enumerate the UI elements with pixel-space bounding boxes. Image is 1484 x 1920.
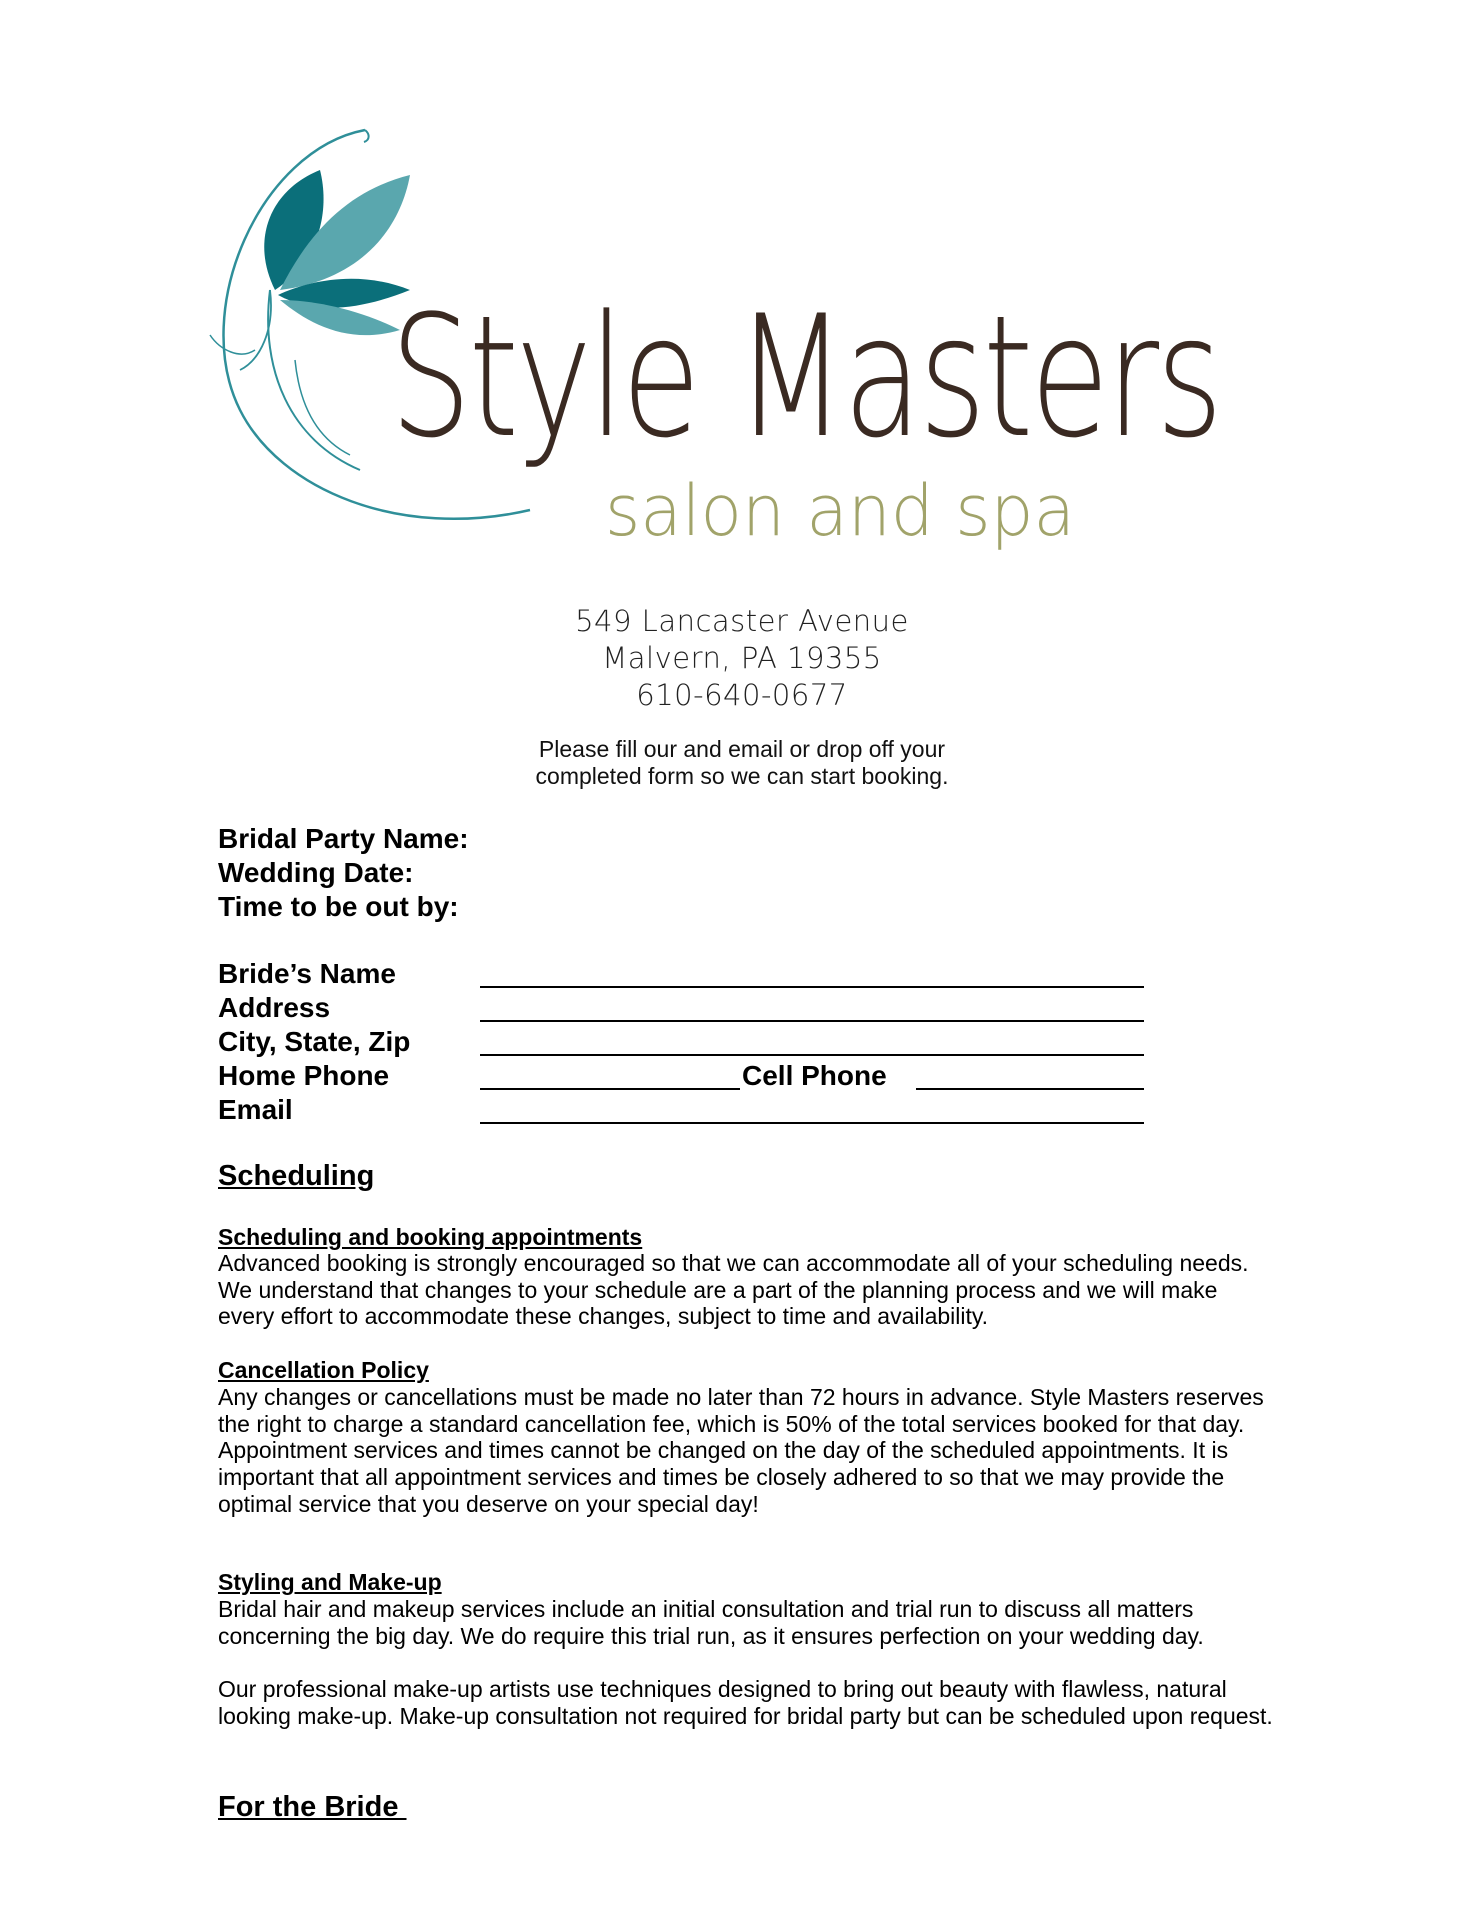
address-street: 549 Lancaster Avenue [575, 604, 909, 638]
email-field[interactable] [480, 1122, 1144, 1124]
brides-name-field[interactable] [480, 986, 1144, 988]
email-label: Email [218, 1094, 293, 1125]
styling-paragraph: Bridal hair and makeup services include an initial consultation and trial run to discuss all matters concerning the big day. We do require this trial run, as it ensures perfection on your wedding day. [218, 1596, 1204, 1649]
cancellation-paragraph: Any changes or cancellations must be made no later than 72 hours in advance. Style Masters reserves the right to charge a standard cancellation fee, which is 50% of the total services booked for that day. Appointment services and times cannot be changed on the day of the scheduled appointments. It is important that all appointment services and times be closely adhered to so that we may provide the optimal service that you deserve on your special day! [218, 1384, 1264, 1517]
instructions [0, 736, 1484, 790]
for-the-bride-heading: For the Bride [218, 1791, 407, 1823]
time-out-by-label: Time to be out by: [218, 891, 459, 922]
address-city-state-zip: Malvern, PA 19355 [602, 641, 882, 675]
address-field[interactable] [480, 1020, 1144, 1022]
cancellation-subheading: Cancellation Policy [218, 1357, 429, 1383]
bridal-party-name-label: Bridal Party Name: [218, 823, 469, 854]
home-phone-field[interactable] [480, 1088, 740, 1090]
brides-name-label: Bride’s Name [218, 958, 396, 989]
address-phone: 610-640-0677 [636, 678, 848, 712]
wedding-date-label: Wedding Date: [218, 857, 414, 888]
cell-phone-field[interactable] [916, 1088, 1144, 1090]
address-label: Address [218, 992, 331, 1023]
cell-phone-label: Cell Phone [742, 1060, 887, 1091]
makeup-paragraph: Our professional make-up artists use techniques designed to bring out beauty with flawless, natural looking make-up. Make-up consultation not required for bridal party but can be scheduled upon request. [218, 1676, 1273, 1729]
logo-tagline-text: salon and spa [605, 470, 1075, 552]
style-masters-logo [200, 110, 1280, 570]
city-state-zip-label: City, State, Zip [218, 1026, 411, 1057]
home-phone-label: Home Phone [218, 1060, 390, 1091]
instructions-line-2: completed form so we can start booking. [535, 763, 949, 789]
scheduling-heading: Scheduling [218, 1160, 375, 1192]
booking-subheading: Scheduling and booking appointments [218, 1224, 643, 1250]
styling-subheading: Styling and Make-up [218, 1569, 442, 1595]
logo-brand-text: Style Masters [390, 279, 1220, 475]
instructions-line-1: Please fill our and email or drop off your [538, 736, 946, 762]
booking-paragraph: Advanced booking is strongly encouraged so that we can accommodate all of your scheduling needs. We understand that changes to your schedule are a part of the planning process and we will make every effort to accommodate these changes, subject to time and availability. [218, 1250, 1249, 1330]
city-state-zip-field[interactable] [480, 1054, 1144, 1056]
